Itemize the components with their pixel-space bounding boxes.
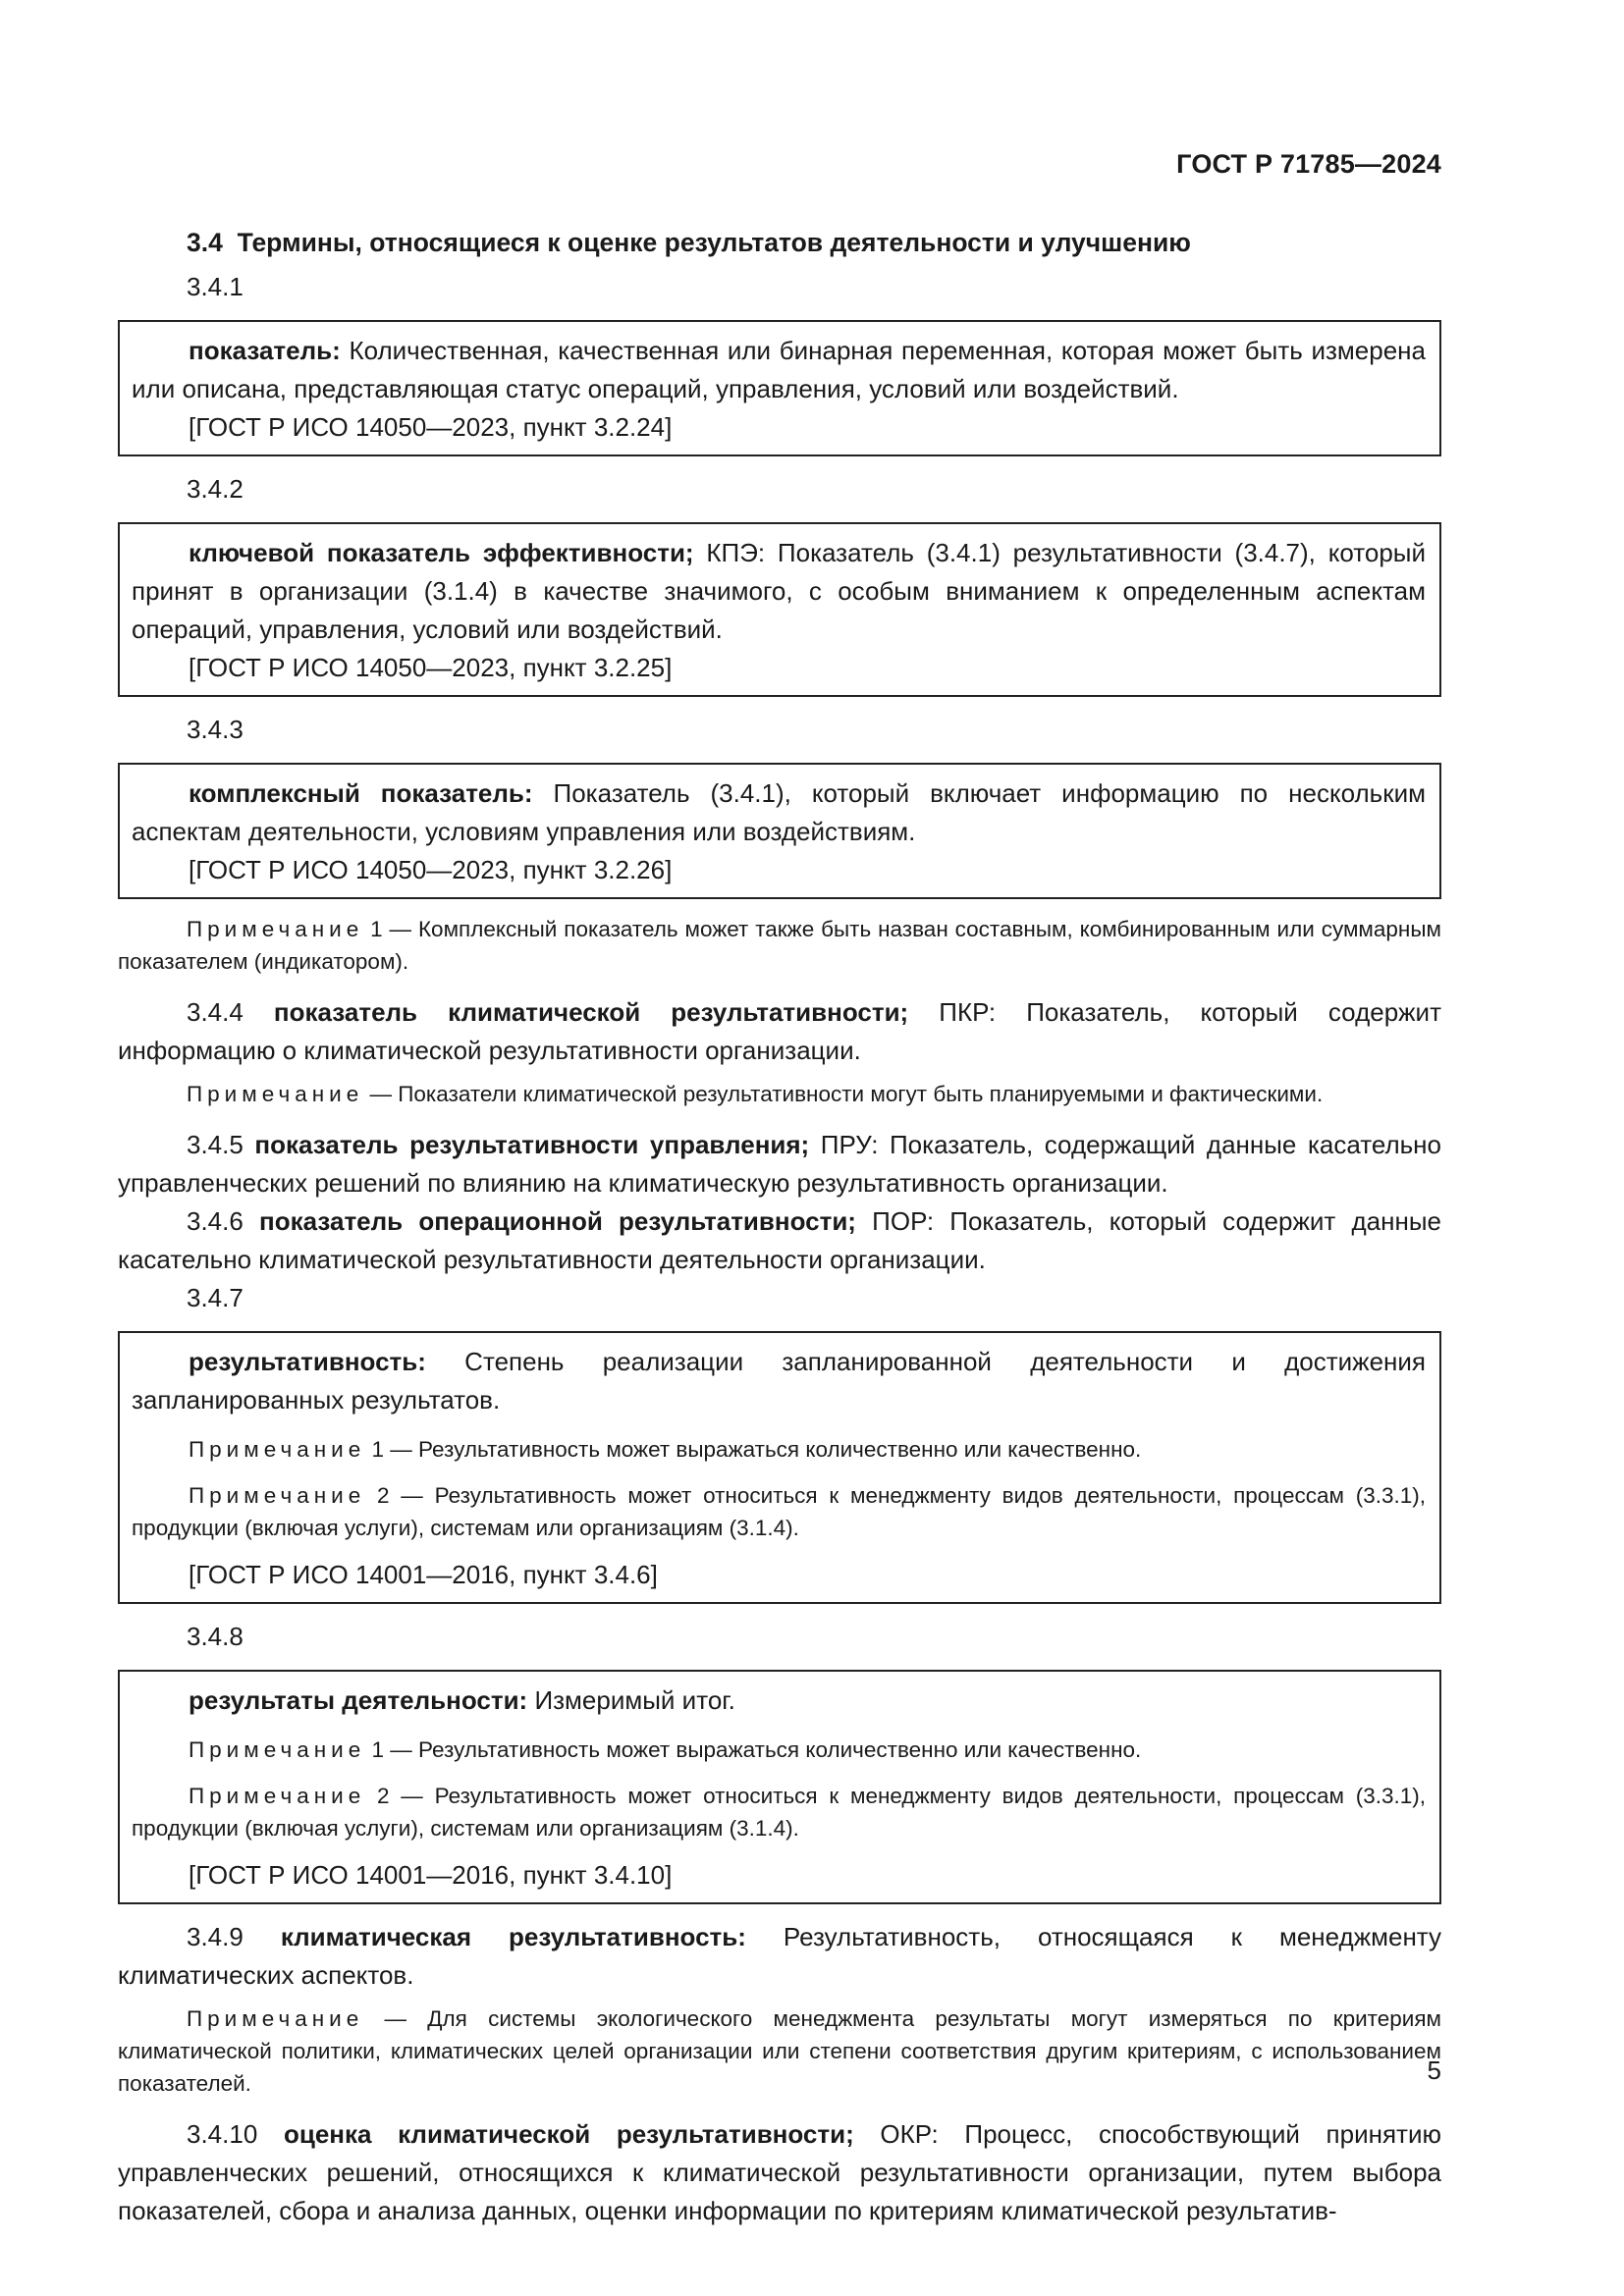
term-number: 3.4.10 [187, 2119, 258, 2149]
term-name: комплексный показатель: [189, 778, 533, 808]
note-label: Примечание [187, 2006, 364, 2031]
term-paragraph: 3.4.6 показатель операционной результативности; ПОР: Показатель, который содержит данные касательно климатической результативности деятельности организации. [118, 1206, 1441, 1274]
term-definition: комплексный показатель: Показатель (3.4.1), который включает информацию по нескольким аспектам деятельности, условиям управления или воздействиям. [132, 778, 1426, 846]
note: Примечание 1 — Комплексный показатель может также быть назван составным, комбинированным или суммарным показателем (индикатором). [118, 917, 1441, 974]
note-label: Примечание [189, 1737, 366, 1762]
term-name: показатель климатической результативности; [273, 997, 909, 1027]
term-name: показатель результативности управления; [254, 1130, 810, 1159]
term-number: 3.4.5 [187, 1130, 244, 1159]
note-label: Примечание [187, 1082, 364, 1106]
term-definition: показатель: Количественная, качественная или бинарная переменная, которая может быть измерена или описана, представляющая статус операций, управления, условий или воздействий. [132, 336, 1426, 403]
term-paragraph: 3.4.9 климатическая результативность: Результативность, относящаяся к менеджменту климатических аспектов. [118, 1922, 1442, 1990]
term-paragraph: 3.4.10 оценка климатической результативности; ОКР: Процесс, способствующий принятию управленческих решений, относящихся к климатической результативности организации, путем выбора показателей, сбора и анализа данных, оценки информации по критериям климатической результатив- [118, 2119, 1441, 2225]
note: Примечание 2 — Результативность может относиться к менеджменту видов деятельности, процессам (3.3.1), продукции (включая услуги), системам или организациям (3.1.4). [132, 1483, 1426, 1540]
term-definition: результативность: Степень реализации запланированной деятельности и достижения запланированных результатов. [132, 1347, 1426, 1415]
term-source: [ГОСТ Р ИСО 14001—2016, пункт 3.4.6] [189, 1560, 658, 1589]
term-name: климатическая результативность: [280, 1922, 746, 1951]
document-code: ГОСТ Р 71785—2024 [1176, 149, 1441, 179]
term-number: 3.4.2 [187, 474, 244, 504]
term-number: 3.4.3 [187, 715, 244, 744]
page-number: 5 [1427, 2056, 1441, 2085]
term-source: [ГОСТ Р ИСО 14050—2023, пункт 3.2.25] [189, 653, 673, 682]
note: Примечание — Показатели климатической результативности могут быть планируемыми и фактическими. [187, 1082, 1324, 1106]
term-number: 3.4.4 [187, 997, 244, 1027]
page-content [118, 224, 1441, 2230]
note: Примечание 1 — Результативность может выражаться количественно или качественно. [189, 1737, 1142, 1762]
term-box [118, 1331, 1441, 1604]
term-box [118, 522, 1441, 697]
term-number: 3.4.6 [187, 1206, 244, 1236]
note: Примечание 1 — Результативность может выражаться количественно или качественно. [189, 1437, 1142, 1462]
term-box [118, 1670, 1441, 1904]
note-label: Примечание [189, 1437, 366, 1462]
term-name: результативность: [189, 1347, 426, 1376]
note-label: Примечание [189, 1784, 366, 1808]
note: Примечание 2 — Результативность может относиться к менеджменту видов деятельности, процессам (3.3.1), продукции (включая услуги), системам или организациям (3.1.4). [132, 1784, 1426, 1841]
term-number: 3.4.1 [187, 272, 244, 301]
term-paragraph: 3.4.5 показатель результативности управления; ПРУ: Показатель, содержащий данные касательно управленческих решений по влиянию на климатическую результативность организации. [118, 1130, 1441, 1198]
term-number: 3.4.7 [187, 1283, 244, 1312]
note-label: Примечание [187, 917, 364, 941]
term-name: результаты деятельности: [189, 1685, 528, 1715]
term-definition: результаты деятельности: Измеримый итог. [189, 1685, 735, 1715]
term-source: [ГОСТ Р ИСО 14050—2023, пункт 3.2.24] [189, 412, 673, 442]
term-name: показатель: [189, 336, 341, 365]
term-paragraph: 3.4.4 показатель климатической результативности; ПКР: Показатель, который содержит информацию о климатической результативности организации. [118, 997, 1441, 1065]
term-box [118, 320, 1441, 456]
term-number: 3.4.8 [187, 1622, 244, 1651]
note: Примечание — Для системы экологического менеджмента результаты могут измеряться по критериям климатической политики, климатических целей организации или степени соответствия другим критериям, с использованием показателей. [118, 2006, 1441, 2096]
term-name: ключевой показатель эффективности; [189, 538, 694, 567]
term-number: 3.4.9 [187, 1922, 244, 1951]
note-label: Примечание [189, 1483, 366, 1508]
section-heading [118, 224, 1441, 262]
term-box [118, 763, 1441, 899]
term-definition: ключевой показатель эффективности; КПЭ: Показатель (3.4.1) результативности (3.4.7), который принят в организации (3.1.4) в качестве значимого, с особым вниманием к определенным аспектам операций, управления, условий или воздействий. [132, 538, 1426, 644]
term-name: оценка климатической результативности; [283, 2119, 854, 2149]
section-number: 3.4 [187, 228, 223, 257]
section-title: Термины, относящиеся к оценке результатов деятельности и улучшению [237, 228, 1191, 257]
term-source: [ГОСТ Р ИСО 14050—2023, пункт 3.2.26] [189, 855, 673, 884]
term-source: [ГОСТ Р ИСО 14001—2016, пункт 3.4.10] [189, 1860, 673, 1890]
term-name: показатель операционной результативности; [259, 1206, 856, 1236]
